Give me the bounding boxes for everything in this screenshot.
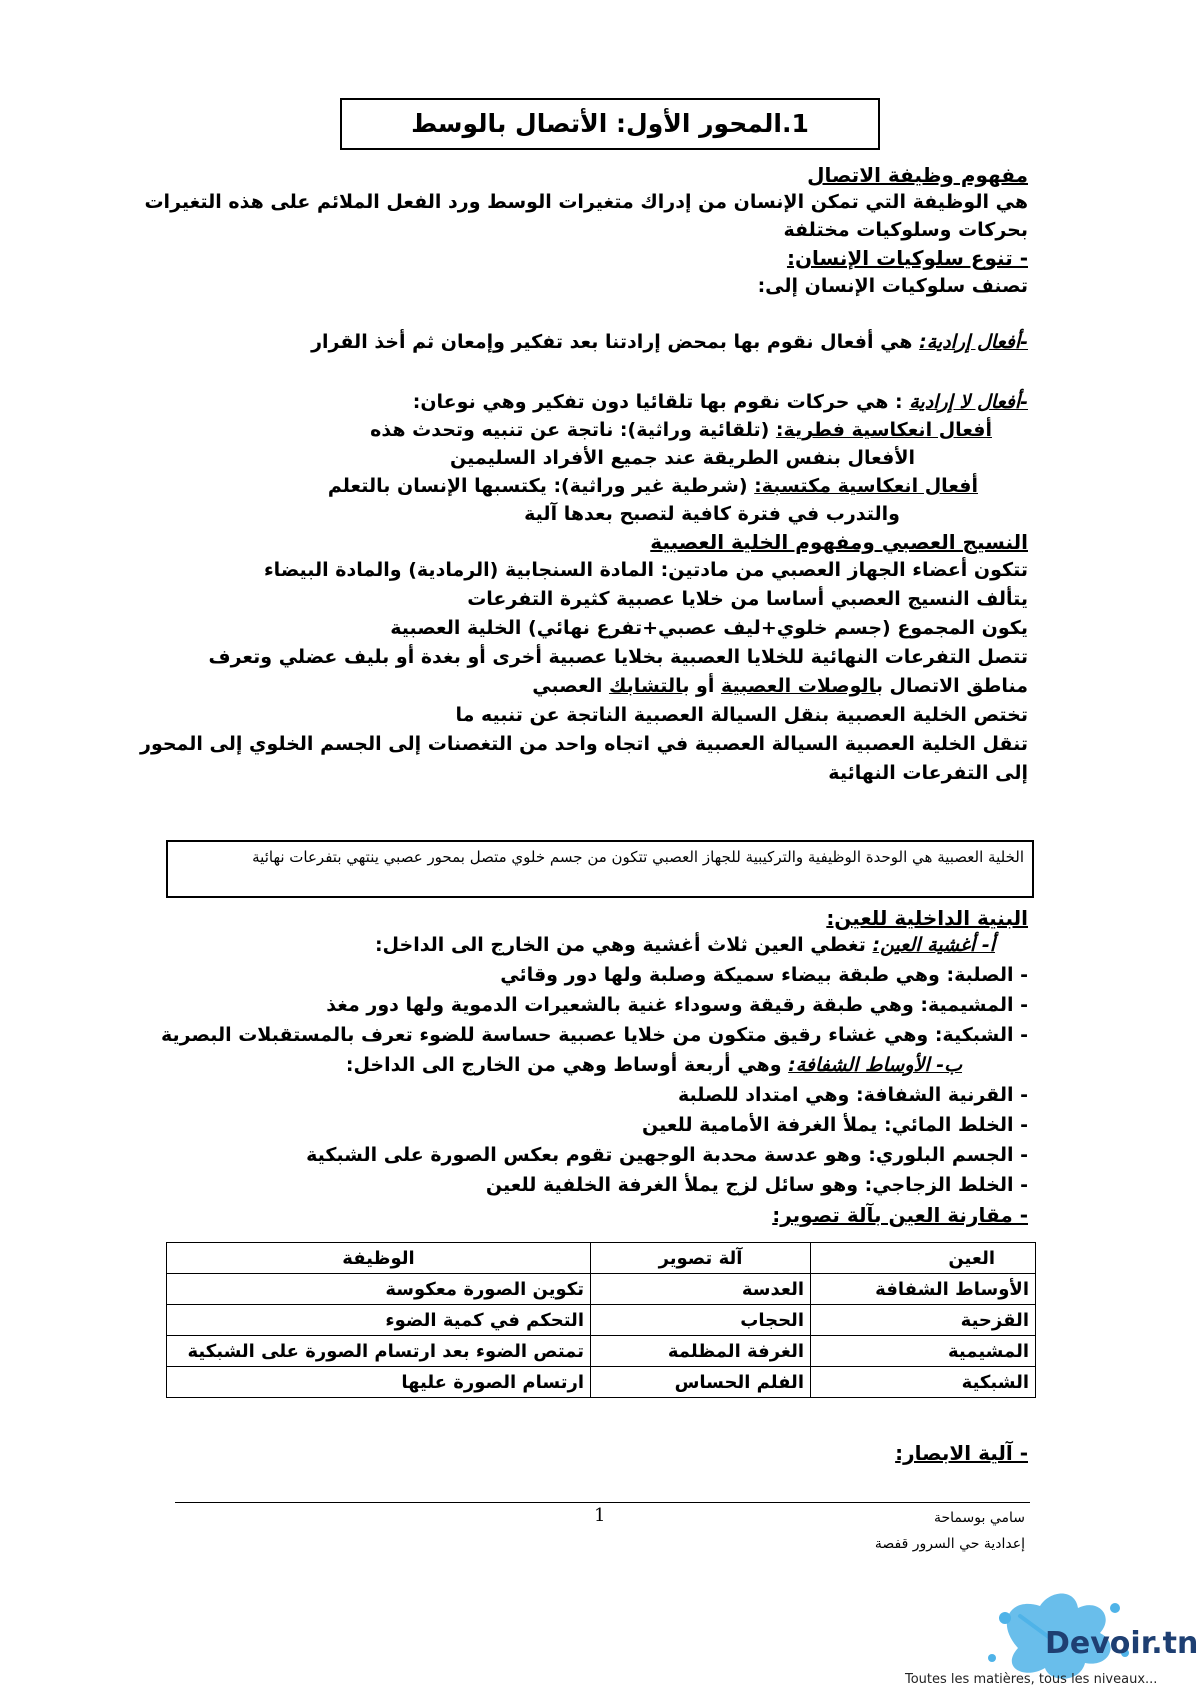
school-name: إعدادية حي السرور قفصة: [874, 1536, 1025, 1552]
paragraph-line: الأفعال بنفس الطريقة عند جميع الأفراد السليمين: [449, 447, 915, 469]
section-heading-communication: مفهوم وظيفة الاتصال: [807, 163, 1028, 187]
list-item: - الشبكية: وهي غشاء رقيق متكون من خلايا عصبية حساسة للضوء تعرف بالمستقبلات البصرية: [161, 1024, 1028, 1046]
table-row: [167, 1336, 1036, 1367]
table-cell: التحكم في كمية الضوء: [167, 1305, 591, 1336]
table-cell: الحجاب: [591, 1305, 811, 1336]
paragraph-line: يكون المجموع (جسم خلوي+ليف عصبي+تفرع نهائي) الخلية العصبية: [390, 617, 1028, 639]
paragraph-line: تتصل التفرعات النهائية للخلايا العصبية بخلايا عصبية أخرى أو بغدة أو بليف عضلي وتعرف: [208, 646, 1028, 668]
table-row: [167, 1305, 1036, 1336]
list-item: - الخلط الزجاجي: وهو سائل لزج يملأ الغرفة الخلفية للعين: [485, 1174, 1028, 1196]
text-segment: مناطق الاتصال ب: [875, 675, 1028, 697]
term-synapses: الوصلات العصبية: [721, 675, 876, 697]
table-cell: تكوين الصورة معكوسة: [167, 1274, 591, 1305]
table-cell: العدسة: [591, 1274, 811, 1305]
innate-reflex-line: [370, 418, 992, 442]
logo-wordmark: Devoir.tn: [1045, 1626, 1199, 1661]
table-cell: الفلم الحساس: [591, 1367, 811, 1398]
voluntary-text: هي أفعال نقوم بها بمحض إرادتنا بعد تفكير وإمعان ثم أخذ القرار: [311, 331, 920, 353]
paragraph-line: والتدرب في فترة كافية لتصبح بعدها آلية: [524, 503, 900, 525]
eye-membranes-line: [375, 933, 995, 957]
table-cell: الشبكية: [811, 1367, 1036, 1398]
voluntary-actions-line: [311, 330, 1028, 354]
logo-tagline: Toutes les matières, tous les niveaux...: [905, 1672, 1158, 1687]
table-cell: الأوساط الشفافة: [811, 1274, 1036, 1305]
table-cell: تمتص الضوء بعد ارتسام الصورة على الشبكية: [167, 1336, 591, 1367]
definition-box: الخلية العصبية هي الوحدة الوظيفية والتركيبية للجهاز العصبي تتكون من جسم خلوي متصل بمحور عصبي ينتهي بتفرعات نهائية: [166, 840, 1034, 898]
acquired-label: أفعال انعكاسية مكتسبة:: [754, 475, 978, 497]
paragraph-line: تتكون أعضاء الجهاز العصبي من مادتين: المادة السنجابية (الرمادية) والمادة البيضاء: [263, 559, 1028, 581]
innate-text: (تلقائية وراثية): ناتجة عن تنبيه وتحدث هذه: [370, 419, 776, 441]
paragraph-line: تنقل الخلية العصبية السيالة العصبية في اتجاه واحد من التغصنات إلى الجسم الخلوي إلى المحور: [140, 733, 1028, 755]
section-heading-eye-structure: البنية الداخلية للعين:: [826, 906, 1028, 930]
table-row: [167, 1274, 1036, 1305]
membranes-label: أ- أغشية العين:: [872, 934, 995, 956]
acquired-reflex-line: [328, 474, 978, 498]
synapse-line: [532, 674, 1028, 698]
table-cell: ارتسام الصورة عليها: [167, 1367, 591, 1398]
text-segment: أو ب: [682, 675, 721, 697]
list-item: - الصلبة: وهي طبقة بيضاء سميكة وصلبة ولها دور وقائي: [500, 964, 1028, 986]
list-item: - المشيمية: وهي طبقة رقيقة وسوداء غنية بالشعيرات الدموية ولها دور مغذ: [326, 994, 1028, 1016]
paragraph-line: بحركات وسلوكيات مختلفة: [783, 219, 1028, 241]
media-text: وهي أربعة أوساط وهي من الخارج الى الداخل:: [345, 1054, 789, 1076]
list-item: - الجسم البلوري: وهو عدسة محدبة الوجهين تقوم بعكس الصورة على الشبكية: [306, 1144, 1028, 1166]
text-segment: العصبي: [532, 675, 609, 697]
section-heading-comparison: - مقارنة العين بآلة تصوير:: [772, 1203, 1028, 1227]
paragraph-line: إلى التفرعات النهائية: [828, 762, 1028, 784]
column-header-eye: العين: [811, 1243, 1036, 1274]
involuntary-text: : هي حركات نقوم بها تلقائيا دون تفكير وهي نوعان:: [412, 391, 910, 413]
section-heading-vision-mechanism: - آلية الابصار:: [895, 1441, 1028, 1465]
footer-divider: [175, 1502, 1030, 1503]
table-cell: الغرفة المظلمة: [591, 1336, 811, 1367]
table-row: [167, 1367, 1036, 1398]
paragraph-line: تختص الخلية العصبية بنقل السيالة العصبية الناتجة عن تنبيه ما: [455, 704, 1028, 726]
paragraph-line: تصنف سلوكيات الإنسان إلى:: [757, 275, 1028, 297]
paragraph-line: هي الوظيفة التي تمكن الإنسان من إدراك متغيرات الوسط ورد الفعل الملائم على هذه التغيرات: [144, 191, 1028, 213]
section-heading-behaviors: - تنوع سلوكيات الإنسان:: [786, 246, 1028, 270]
page-title: 1.المحور الأول: الأتصال بالوسط: [340, 98, 880, 150]
table-cell: القزحية: [811, 1305, 1036, 1336]
membranes-text: تغطي العين ثلاث أغشية وهي من الخارج الى الداخل:: [374, 934, 873, 956]
author-name: سامي بوسماحة: [934, 1510, 1025, 1526]
section-heading-nervous-tissue: النسيج العصبي ومفهوم الخلية العصبية: [650, 530, 1028, 554]
list-item: - الخلط المائي: يملأ الغرفة الأمامية للعين: [641, 1114, 1028, 1136]
table-cell: المشيمية: [811, 1336, 1036, 1367]
term-junction: التشابك: [608, 675, 683, 697]
innate-label: أفعال انعكاسية فطرية:: [775, 419, 992, 441]
involuntary-actions-line: [413, 390, 1028, 414]
table-header-row: [167, 1243, 1036, 1274]
list-item: - القرنية الشفافة: وهي امتداد للصلبة: [678, 1084, 1028, 1106]
page-number: 1: [594, 1505, 606, 1526]
transparent-media-line: [346, 1053, 962, 1077]
paragraph-line: يتألف النسيج العصبي أساسا من خلايا عصبية كثيرة التفرعات: [467, 588, 1028, 610]
acquired-text: (شرطية غير وراثية): يكتسبها الإنسان بالتعلم: [327, 475, 755, 497]
involuntary-label: -أفعال لا إرادية: [909, 391, 1028, 413]
voluntary-label: -أفعال إرادية:: [919, 331, 1028, 353]
comparison-table: [166, 1242, 1036, 1398]
column-header-function: الوظيفة: [167, 1243, 591, 1274]
media-label: ب- الأوساط الشفافة:: [788, 1054, 962, 1076]
column-header-camera: آلة تصوير: [591, 1243, 811, 1274]
